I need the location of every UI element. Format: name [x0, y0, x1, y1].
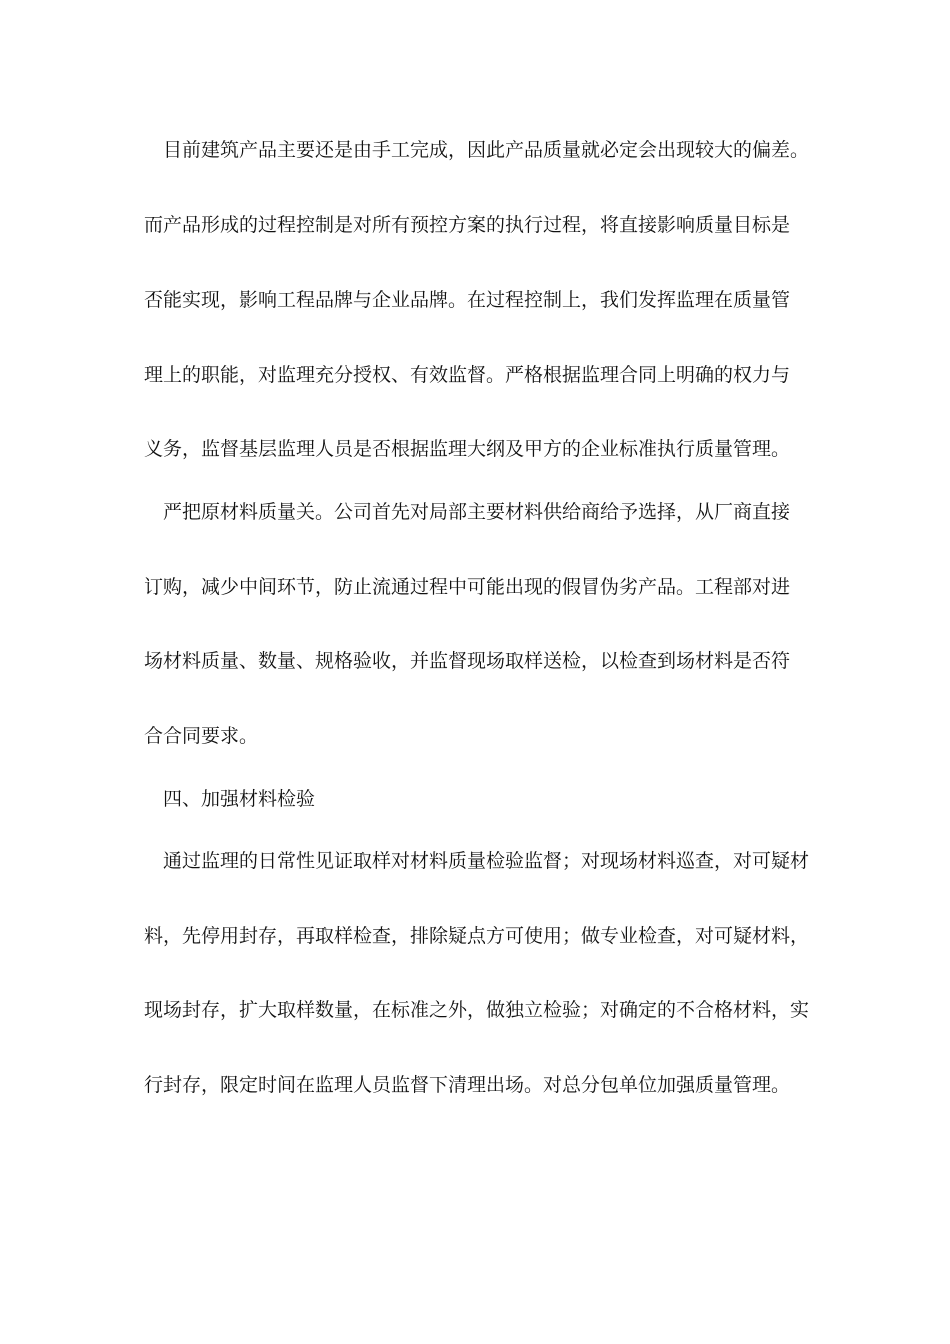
paragraph-line: 否能实现，影响工程品牌与企业品牌。在过程控制上，我们发挥监理在质量管 [144, 289, 791, 311]
paragraph-line: 现场封存，扩大取样数量，在标准之外，做独立检验；对确定的不合格材料，实 [144, 999, 810, 1021]
paragraph-line: 订购，减少中间环节，防止流通过程中可能出现的假冒伪劣产品。工程部对进 [144, 576, 791, 598]
section-heading: 四、加强材料检验 [163, 788, 316, 810]
paragraph-line: 而产品形成的过程控制是对所有预控方案的执行过程，将直接影响质量目标是 [144, 214, 791, 236]
paragraph-line: 通过监理的日常性见证取样对材料质量检验监督；对现场材料巡查，对可疑材 [163, 850, 810, 872]
paragraph-line: 场材料质量、数量、规格验收，并监督现场取样送检，以检查到场材料是否符 [144, 650, 791, 672]
paragraph-line: 严把原材料质量关。公司首先对局部主要材料供给商给予选择，从厂商直接 [163, 501, 791, 523]
paragraph-line: 义务，监督基层监理人员是否根据监理大纲及甲方的企业标准执行质量管理。 [144, 438, 791, 460]
paragraph-line: 料，先停用封存，再取样检查，排除疑点方可使用；做专业检查，对可疑材料， [144, 925, 810, 947]
paragraph-line: 行封存，限定时间在监理人员监督下清理出场。对总分包单位加强质量管理。 [144, 1074, 791, 1096]
paragraph-line: 目前建筑产品主要还是由手工完成，因此产品质量就必定会出现较大的偏差。 [163, 139, 810, 161]
paragraph-line: 合合同要求。 [144, 725, 259, 747]
paragraph-line: 理上的职能，对监理充分授权、有效监督。严格根据监理合同上明确的权力与 [144, 364, 791, 386]
